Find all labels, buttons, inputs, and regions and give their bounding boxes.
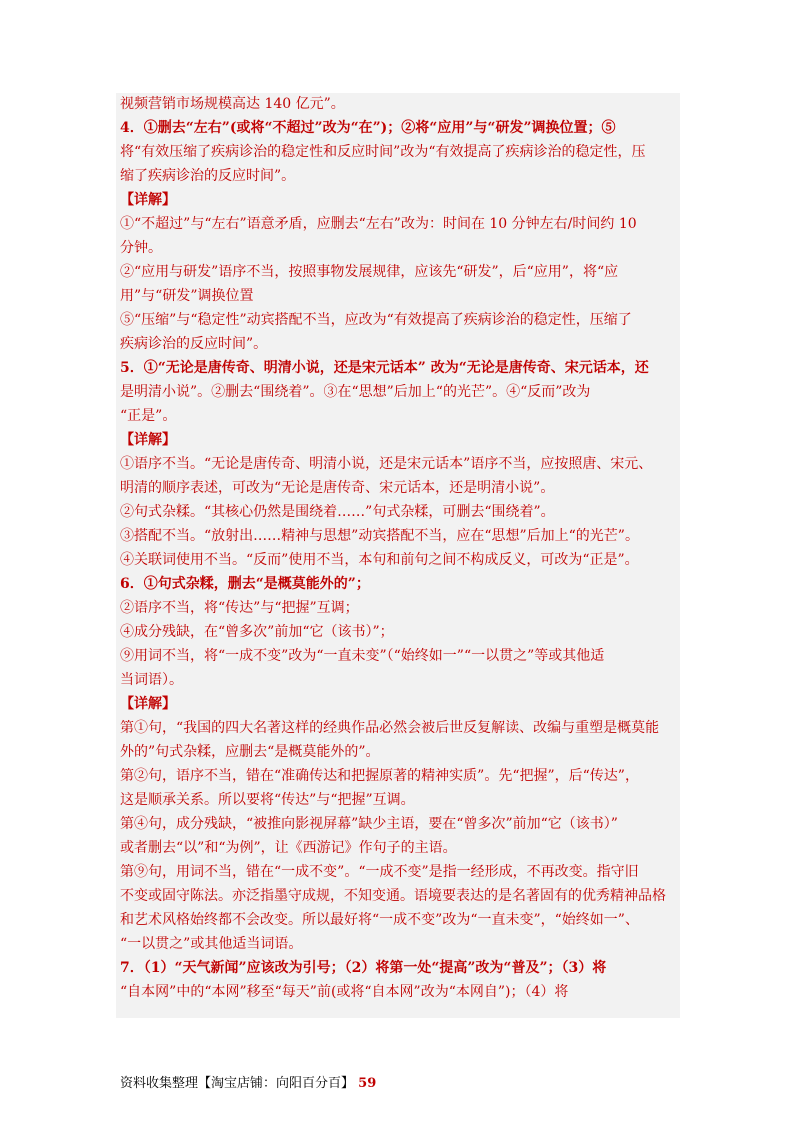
page-number: 59 — [358, 1076, 377, 1091]
text-line: 分钟。 — [120, 240, 162, 256]
text-line: 视频营销市场规模高达 140 亿元”。 — [120, 96, 345, 112]
text-line: ②句式杂糅。“其核心仍然是围绕着……”句式杂糅，可删去“围绕着”。 — [120, 504, 555, 520]
text-line: 第⑨句，用词不当，错在“一成不变”。“一成不变”是指一经形成，不再改变。指守旧 — [120, 864, 639, 880]
text-line: ②“应用与研发”语序不当，按照事物发展规律，应该先“研发”，后“应用”，将“应 — [120, 264, 619, 280]
explanation-label: 【详解】 — [120, 432, 176, 448]
text-line: ⑤“压缩”与“稳定性”动宾搭配不当，应改为“有效提高了疾病诊治的稳定性，压缩了 — [120, 312, 632, 328]
footer-source-text: 资料收集整理【淘宝店铺：向阳百分百】 — [120, 1076, 355, 1091]
answer-heading-5: 5．①“无论是唐传奇、明清小说，还是宋元话本” 改为“无论是唐传奇、宋元话本，还 — [120, 360, 649, 376]
text-line: 当词语）。 — [120, 672, 183, 688]
explanation-label: 【详解】 — [120, 696, 176, 712]
text-line: 和艺术风格始终都不会改变。所以最好将“一成不变”改为“一直未变”，“始终如一”、 — [120, 912, 639, 928]
text-line: 疾病诊治的反应时间”。 — [120, 336, 268, 352]
text-line: ③搭配不当。“放射出……精神与思想”动宾搭配不当，应在“思想”后加上“的光芒”。 — [120, 528, 639, 544]
text-line: 将“有效压缩了疾病诊治的稳定性和反应时间”改为“有效提高了疾病诊治的稳定性，压 — [120, 144, 646, 160]
text-line: “一以贯之”或其他适当词语。 — [120, 936, 303, 952]
text-line: 明清的顺序表述，可改为“无论是唐传奇、宋元话本，还是明清小说”。 — [120, 480, 555, 496]
text-line: 这是顺承关系。所以要将“传达”与“把握”互调。 — [120, 792, 415, 808]
text-line: 第④句，成分残缺，“被推向影视屏幕”缺少主语，要在“曾多次”前加“它（该书）” — [120, 816, 618, 832]
text-line: ⑨用词不当，将“一成不变”改为“一直未变”（“始终如一”“一以贯之”等或其他适 — [120, 648, 605, 664]
text-line: ④关联词使用不当。“反而”使用不当，本句和前句之间不构成反义，可改为“正是”。 — [120, 552, 639, 568]
text-line: 是明清小说”。②删去“围绕着”。③在“思想”后加上“的光芒”。④“反而”改为 — [120, 384, 591, 400]
text-line: 用”与“研发”调换位置 — [120, 288, 254, 304]
answer-heading-7: 7．（1）“天气新闻”应该改为引号；（2）将第一处“提高”改为“普及”；（3）将 — [120, 960, 607, 976]
explanation-label: 【详解】 — [120, 192, 176, 208]
text-line: 外的”句式杂糅，应删去“是概莫能外的”。 — [120, 744, 380, 760]
text-line: “自本网”中的“本网”移至“每天”前(或将“自本网”改为“本网自”)；（4）将 — [120, 984, 569, 1000]
text-line: ④成分残缺，在“曾多次”前加“它（该书）”； — [120, 624, 394, 640]
text-line: ②语序不当，将“传达”与“把握”互调； — [120, 600, 359, 616]
text-line: 第②句，语序不当，错在“准确传达和把握原著的精神实质”。先“把握”，后“传达”， — [120, 768, 639, 784]
text-line: 不变或固守陈法。亦泛指墨守成规，不知变通。语境要表达的是名著固有的优秀精神品格 — [120, 888, 666, 904]
text-line: ①“不超过”与“左右”语意矛盾，应删去“左右”改为：时间在 10 分钟左右/时间约 10 — [120, 216, 637, 232]
text-line: 或者删去“以”和“为例”，让《西游记》作句子的主语。 — [120, 840, 457, 856]
answer-heading-4: 4．①删去“左右”(或将“不超过”改为“在”)；②将“应用”与“研发”调换位置；⑤ — [120, 120, 616, 136]
answer-heading-6: 6．①句式杂糅，删去“是概莫能外的”； — [120, 576, 370, 592]
text-line: “正是”。 — [120, 408, 177, 424]
text-line: 第①句，“我国的四大名著这样的经典作品必然会被后世反复解读、改编与重塑是概莫能 — [120, 720, 660, 736]
text-line: 缩了疾病诊治的反应时间”。 — [120, 168, 296, 184]
page-footer — [120, 1072, 376, 1091]
text-line: ①语序不当。“无论是唐传奇、明清小说，还是宋元话本”语序不当，应按照唐、宋元、 — [120, 456, 653, 472]
answer-document — [116, 93, 680, 1018]
